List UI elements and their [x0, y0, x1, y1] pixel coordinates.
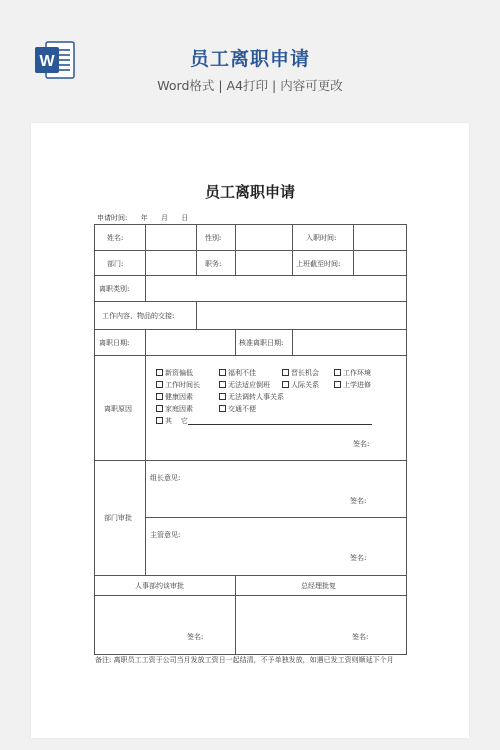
- checkbox-icon: [282, 381, 289, 388]
- position-label: 职务:: [205, 260, 222, 268]
- approve-date-label: 核准离职日期:: [239, 339, 284, 347]
- row-divider: [94, 460, 407, 461]
- leave-date-label: 离职日期:: [99, 339, 130, 347]
- leave-type-label: 离职类别:: [99, 285, 130, 293]
- hr-review-label: 人事部约谈审批: [135, 582, 184, 590]
- checkbox-icon: [219, 405, 226, 412]
- checkbox-icon: [334, 381, 341, 388]
- col-divider: [145, 275, 146, 301]
- page-title: 员工离职申请: [189, 48, 310, 70]
- checkbox-icon: [156, 369, 163, 376]
- row-divider: [94, 575, 407, 576]
- col-divider: [235, 224, 236, 275]
- row-divider: [94, 329, 407, 330]
- reason-option: 无法调转人事关系: [219, 392, 284, 402]
- document-page: [31, 123, 469, 738]
- col-divider: [292, 329, 293, 355]
- other-underline: [188, 424, 372, 425]
- reason-option: 上学进修: [334, 380, 371, 390]
- reason-option: 人际关系: [282, 380, 319, 390]
- svg-text:W: W: [39, 53, 55, 70]
- gm-signature: 签名:: [352, 633, 369, 641]
- reason-label: 离职原因: [104, 405, 132, 413]
- row-divider: [94, 250, 407, 251]
- reason-option: 工作时间长: [156, 380, 200, 390]
- checkbox-icon: [156, 417, 163, 424]
- work-until-label: 上班截至时间:: [296, 260, 341, 268]
- apply-date-line: 申请时间: 年 月 日: [97, 214, 189, 222]
- row-divider: [146, 517, 407, 518]
- team-leader-signature: 签名:: [350, 497, 367, 505]
- reason-option: 交通不便: [219, 404, 256, 414]
- reason-option: 家庭因素: [156, 404, 193, 414]
- col-divider: [235, 329, 236, 355]
- gender-label: 性别:: [205, 234, 222, 242]
- col-divider: [145, 329, 146, 355]
- col-divider: [235, 575, 236, 655]
- col-divider: [196, 224, 197, 275]
- reason-option: 福利不佳: [219, 368, 256, 378]
- col-divider: [292, 224, 293, 275]
- document-title: 员工离职申请: [204, 183, 295, 201]
- checkbox-icon: [156, 381, 163, 388]
- name-label: 姓名:: [107, 234, 124, 242]
- row-divider: [94, 301, 407, 302]
- checkbox-icon: [156, 393, 163, 400]
- page-subtitle: Word格式 | A4打印 | 内容可更改: [157, 78, 343, 93]
- dept-approval-label: 部门审批: [104, 514, 132, 522]
- col-divider: [145, 224, 146, 275]
- col-divider: [196, 301, 197, 329]
- reason-signature: 签名:: [353, 440, 370, 448]
- checkbox-icon: [219, 369, 226, 376]
- col-divider: [353, 224, 354, 275]
- reason-option: 健康因素: [156, 392, 193, 402]
- handover-label: 工作内容、物品的交接:: [102, 312, 175, 320]
- row-divider: [94, 275, 407, 276]
- reason-other: 其 它: [156, 416, 188, 426]
- supervisor-label: 主管意见:: [150, 531, 181, 539]
- reason-option: 晋长机会: [282, 368, 319, 378]
- checkbox-icon: [156, 405, 163, 412]
- reason-option: 无法适应倒班: [219, 380, 270, 390]
- checkbox-icon: [219, 393, 226, 400]
- reason-option: 新资偏低: [156, 368, 193, 378]
- dept-label: 部门:: [107, 260, 124, 268]
- row-divider: [94, 355, 407, 356]
- supervisor-signature: 签名:: [350, 554, 367, 562]
- col-divider: [145, 355, 146, 575]
- checkbox-icon: [334, 369, 341, 376]
- checkbox-icon: [219, 381, 226, 388]
- checkbox-icon: [282, 369, 289, 376]
- team-leader-label: 组长意见:: [150, 474, 181, 482]
- hr-signature: 签名:: [187, 633, 204, 641]
- row-divider: [94, 595, 407, 596]
- gm-reply-label: 总经理批复: [301, 582, 336, 590]
- footnote: 备注: 离职员工工资于公司当月发放工资日一起结清，不予单独发放，如遇已发工资则顺延下个月: [95, 656, 394, 664]
- hire-date-label: 入职时间:: [306, 234, 337, 242]
- reason-option: 工作环境: [334, 368, 371, 378]
